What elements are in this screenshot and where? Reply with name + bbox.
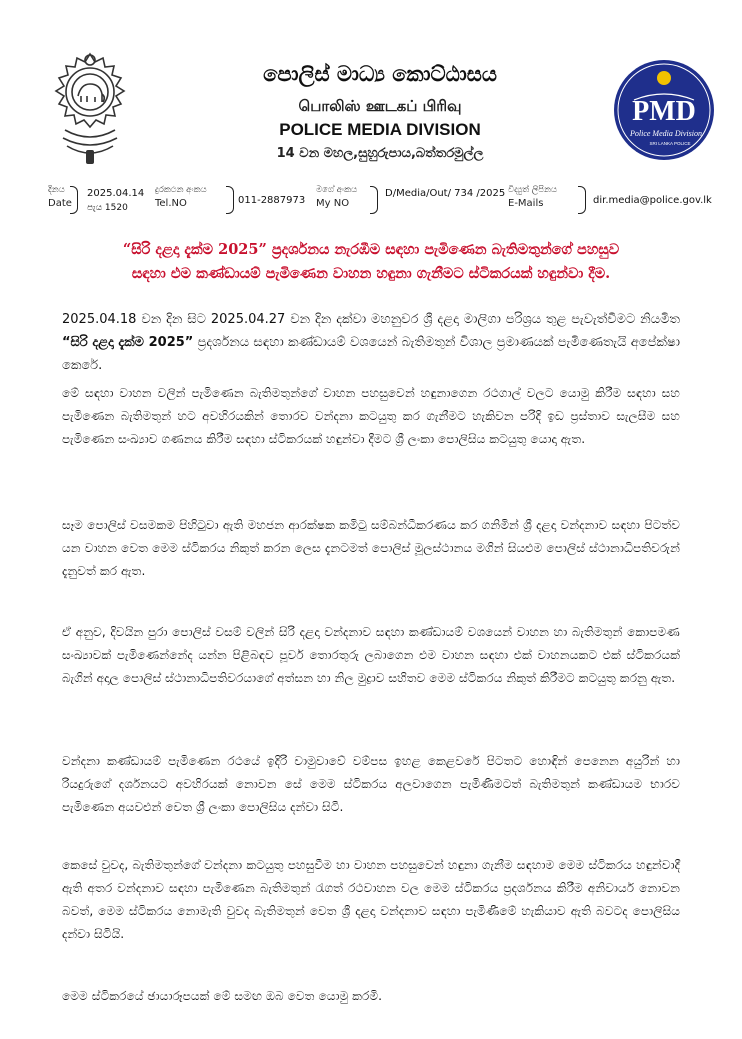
pmd-logo-icon xyxy=(612,58,716,162)
header-title-english: POLICE MEDIA DIVISION xyxy=(279,120,481,139)
my-number-brace xyxy=(370,186,378,214)
header-title-tamil: பொலிஸ் ஊடகப் பிரிவு xyxy=(298,97,462,115)
date-value: 2025.04.14 xyxy=(87,188,145,199)
header-address: 14 වන මහල,සුහුරුපාය,බත්තරමුල්ල xyxy=(276,146,484,161)
my-number-value: D/Media/Out/ 734 /2025 xyxy=(385,188,506,199)
body-paragraph-2: මේ සඳහා වාහන වලින් පැමිණෙන බැතිමතුන්ගේ වාහන පහසුවෙන් හඳුනාගෙන රථගාල් වලට යොමු කිරීම සඳහා සහ පැමිණෙන බැතිමතුන් හට අවහිරයකින් තොරව වන්දනා කටයුතු කර ගැනීමට හැකිවන පරිදි ඉඩ ප්‍රස්තාව සැලසීම සහ පැමිණෙන සංඛ්‍යාව ගණනය කිරීම සඳහා ස්ටිකරයක් හඳුන්වා දීමට ශ්‍රී ලංකා පොලිසිය කටයුතු යොදා ඇත. xyxy=(62,386,680,446)
exhibition-name: “සිරි දළදා දැක්ම 2025” xyxy=(62,335,194,350)
press-release-title xyxy=(60,238,682,286)
police-emblem-icon xyxy=(45,50,135,168)
time-value: පැය 1520 xyxy=(87,203,128,213)
tel-brace xyxy=(226,186,234,214)
tel-value: 011-2887973 xyxy=(238,195,306,206)
body-paragraph-4: ඒ අනුව, දිවයින පුරා පොලිස් වසම් වලින් සිරි දළදා වන්දනාව සඳහා කණ්ඩායම් වශයෙන් වාහන හා බැතිමතුන් කොපමණ සංඛ්‍යාවක් පැමිණෙන්නේද යන්න පිළිබඳව පූර්ව තොරතුරු ලබාගෙන එම වාහන සඳහා එක් වාහනයකට එක් ස්ටිකරයක් බැගින් අදාල පොලිස් ස්ථානාධිපතිවරයාගේ අත්සන හා නිල මුද්‍රාව සහිතව මෙම ස්ටිකරය නිකුත් කිරීමට කටයුතු කරනු ඇත. xyxy=(62,625,680,685)
body-paragraph-7: මෙම ස්ටිකරයේ ඡායාරූපයක් මේ සමඟ ඔබ වෙත යොමු කරමි. xyxy=(62,989,383,1003)
header-title-sinhala: පොලිස් මාධ්‍ය කොට්ඨාසය xyxy=(263,62,497,86)
body-paragraph-3: සෑම පොලිස් වසමකම පිහිටුවා ඇති මහජන ආරක්ෂක කමිටු සම්බන්ධීකරණය කර ගනිමින් ශ්‍රී දළදා වන්දනාව සඳහා පිටත්ව යන වාහන වෙත මෙම ස්ටිකරය නිකුත් කරන ලෙස දැනටමත් පොලිස් මූලස්ථානය මගින් සියළුම පොලිස් ස්ථානාධිපතිවරුන් දැනුවත් කර ඇත. xyxy=(62,518,680,578)
pmd-logo-subcaption: SRI LANKA POLICE xyxy=(649,141,691,146)
tel-label: දුරකථන අංකය Tel.NO xyxy=(155,185,207,209)
email-label: විද්‍යුත් ලිපිනය E-Mails xyxy=(508,185,557,209)
my-number-label: මගේ අංකය My NO xyxy=(316,185,358,209)
pmd-logo-text: PMD xyxy=(632,96,696,127)
contact-strip xyxy=(40,184,712,220)
body-paragraph-1: 2025.04.18 වන දින සිට 2025.04.27 වන දින දක්වා මහනුවර ශ්‍රී දළදා මාලිගා පරිශ්‍රය තුළ පැවැත්වීමට නියමිත “සිරි දළදා දැක්ම 2025” ප්‍රදර්ශනය සඳහා කණ්ඩායම් වශයෙන් බැතිමතුන් විශාල ප්‍රමාණයක් පැමිණෙතැයි අපේක්ෂා කෙරේ. xyxy=(62,312,681,373)
date-label: දිනය Date xyxy=(48,185,72,209)
body-paragraph-6: කෙසේ වුවද, බැතිමතුන්ගේ වන්දනා කටයුතු පහසුවීම හා වාහන පහසුවෙන් හඳුනා ගැනීම සඳහාම මෙම ස්ටිකරය හඳුන්වාදී ඇති අතර වන්දනාව සඳහා පැමිණෙන බැතිමතුන් රැගත් රථවාහන වල මෙම ස්ටිකරය ප්‍රදර්ශනය කිරීම අනිවාර්ය නොවන බවත්, මෙම ස්ටිකරය නොමැති වුවද බැතිමතුන් වෙත ශ්‍රී දළදා වන්දනාව සඳහා පැමිණීමේ හැකියාව ඇති බවටද පොලිසිය දන්වා සිටියි. xyxy=(62,858,680,941)
date-brace xyxy=(70,186,78,214)
body-paragraph-5: වන්දනා කණ්ඩායම් පැමිණෙන රථයේ ඉදිරි වාමුවාවේ වම්පස ඉහළ කෙළවරේ පිටතට හොඳින් පෙනෙන අයුරින් හා රියදුරුගේ දර්ශනයට අවහිරයක් නොවන සේ මෙම ස්ටිකරය අලවාගෙන පැමිණීමටත් බැතිමතුන් කණ්ඩායම භාරව පැමිණෙන අයවළුන් වෙත ශ්‍රී ලංකා පොලිසිය දන්වා සිටී. xyxy=(62,754,680,814)
email-value[interactable]: dir.media@police.gov.lk xyxy=(593,195,712,206)
title-line-2: සඳහා එම කණ්ඩායම් පැමිණෙන වාහන හඳුනා ගැනීමට ස්ටිකරයක් හඳුන්වා දීම. xyxy=(131,265,611,282)
email-brace xyxy=(578,186,586,214)
pmd-logo-caption: Police Media Division xyxy=(630,129,702,138)
title-line-1: “සිරි දළදා දැක්ම 2025” ප්‍රදර්ශනය නැරඹීම සඳහා පැමිණෙන බැතිමතුන්ගේ පහසුව xyxy=(122,241,620,258)
